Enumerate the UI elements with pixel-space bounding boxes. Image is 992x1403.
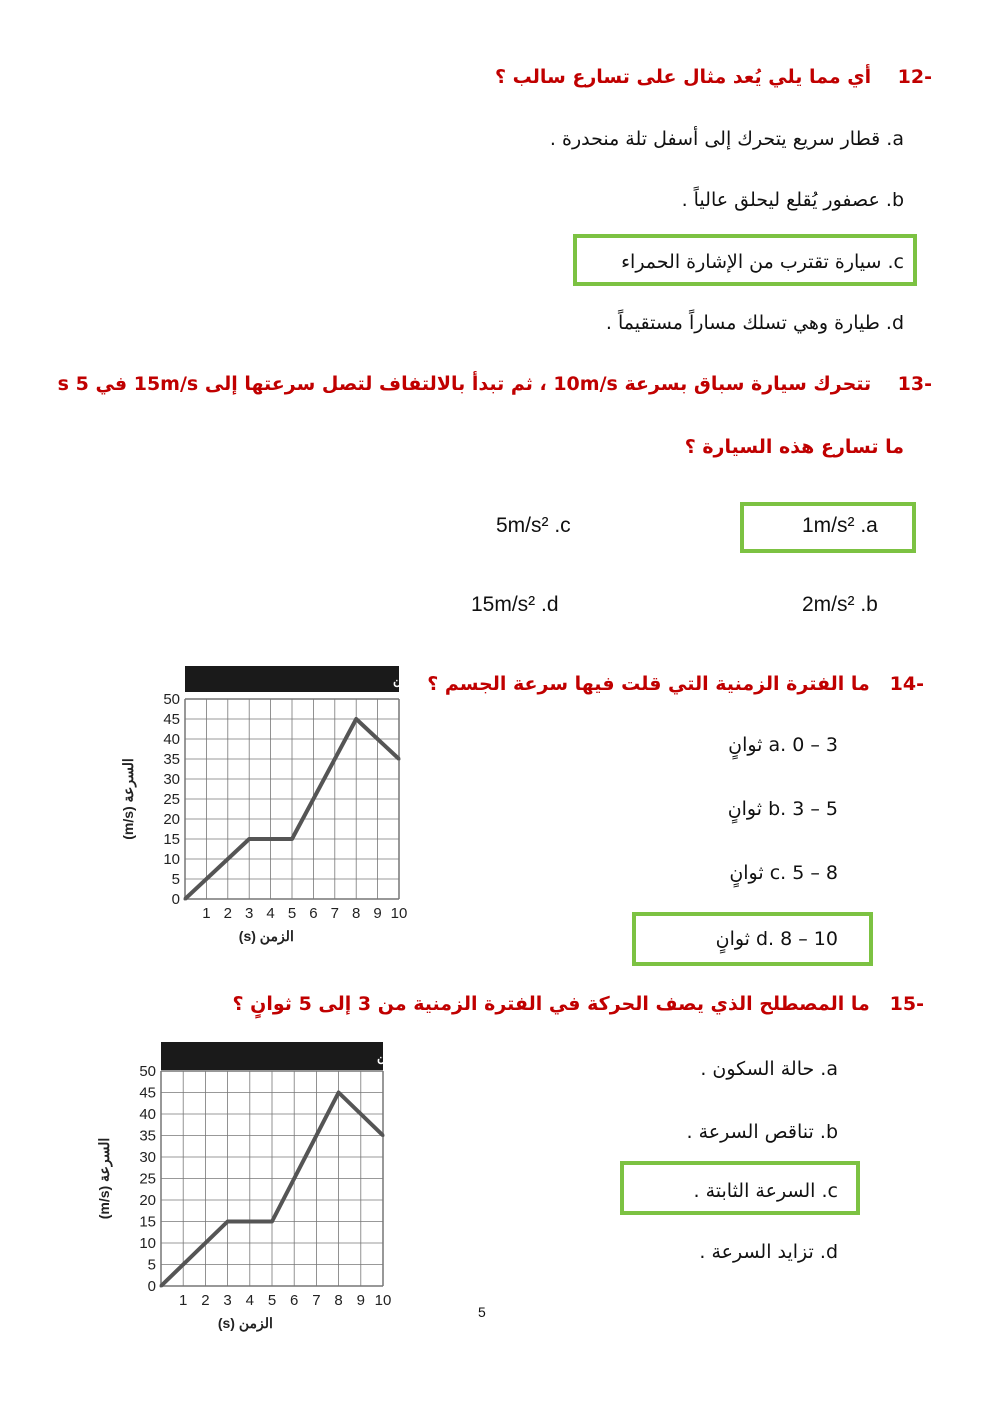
x-tick-label: 4 <box>266 905 275 922</box>
q14-option-c[interactable] <box>729 862 838 884</box>
q13-number: -13 <box>897 373 932 395</box>
q14-title <box>427 673 924 695</box>
data-point <box>271 1220 274 1223</box>
q12-option-a[interactable] <box>550 128 904 150</box>
option-text: تناقص السرعة . <box>686 1121 814 1143</box>
data-point <box>184 898 187 901</box>
y-tick-label: 10 <box>139 1235 156 1252</box>
chart-title: الزمن <box>377 1050 405 1064</box>
option-letter: c. <box>769 862 787 884</box>
y-tick-label: 30 <box>139 1149 156 1166</box>
x-tick-label: 1 <box>202 905 211 922</box>
chart-2 <box>95 1036 405 1336</box>
option-letter: b. <box>885 189 904 211</box>
q14-option-d[interactable] <box>716 928 838 950</box>
option-text: طيارة وهي تسلك مساراً مستقيماً . <box>605 312 880 334</box>
chart-1-svg <box>110 664 420 954</box>
q15-option-c[interactable] <box>694 1180 839 1202</box>
option-text: 0 – 3 ثوانٍ <box>728 734 838 756</box>
option-text: سيارة تقترب من الإشارة الحمراء <box>621 251 882 273</box>
option-letter: a. <box>820 1058 838 1080</box>
x-tick-label: 4 <box>245 1292 254 1309</box>
option-letter: c. <box>821 1180 838 1202</box>
q15-option-d[interactable] <box>699 1241 838 1263</box>
data-point <box>355 718 358 721</box>
x-tick-label: 2 <box>201 1292 210 1309</box>
q15-number: -15 <box>889 993 924 1015</box>
q12-title <box>495 66 932 88</box>
q15-text: ما المصطلح الذي يصف الحركة في الفترة الزمنية من 3 إلى 5 ثوانٍ ؟ <box>232 993 870 1015</box>
q12-text: أي مما يلي يُعد مثال على تسارع سالب ؟ <box>495 66 872 88</box>
y-tick-label: 10 <box>163 851 180 868</box>
q15-title <box>233 993 924 1015</box>
y-tick-label: 50 <box>163 691 180 708</box>
y-tick-label: 35 <box>139 1127 156 1145</box>
data-point <box>291 838 294 841</box>
option-text: السرعة الثابتة . <box>693 1180 816 1202</box>
x-tick-label: 6 <box>309 905 318 922</box>
y-tick-label: 15 <box>139 1213 156 1231</box>
y-tick-label: 50 <box>139 1063 156 1080</box>
y-tick-label: 0 <box>147 1278 156 1295</box>
x-tick-label: 3 <box>223 1292 232 1309</box>
option-letter: d. <box>885 312 904 334</box>
y-tick-label: 45 <box>163 711 180 728</box>
x-tick-label: 9 <box>356 1292 365 1309</box>
q12-number: -12 <box>897 66 932 88</box>
q14-option-a[interactable] <box>728 734 838 756</box>
data-point <box>382 1134 385 1137</box>
y-tick-label: 25 <box>139 1170 156 1188</box>
data-point <box>337 1091 340 1094</box>
q12-option-c[interactable] <box>621 251 904 273</box>
option-text: قطار سريع يتحرك إلى أسفل تلة منحدرة . <box>549 128 881 150</box>
y-tick-label: 0 <box>171 891 180 908</box>
y-tick-label: 15 <box>163 831 180 848</box>
option-letter: a. <box>768 734 787 756</box>
option-text: 5 – 8 ثوانٍ <box>729 862 838 884</box>
page-number: 5 <box>478 1304 486 1320</box>
option-letter: d. <box>755 928 775 950</box>
x-axis-label: الزمن (s) <box>238 928 294 944</box>
x-tick-label: 8 <box>334 1292 343 1309</box>
q12-option-d[interactable] <box>606 312 904 334</box>
q13-option-d[interactable]: 15m/s² .d <box>471 593 559 616</box>
q13-option-a[interactable]: 1m/s² .a <box>802 514 878 537</box>
x-tick-label: 2 <box>223 905 232 922</box>
q15-option-b[interactable] <box>687 1121 838 1143</box>
option-text: 8 – 10 ثوانٍ <box>715 928 838 950</box>
q12-option-b[interactable] <box>682 189 904 211</box>
data-point <box>160 1285 163 1288</box>
chart-title-bar <box>185 666 399 692</box>
q14-number: -14 <box>889 673 924 695</box>
q13-option-b[interactable]: 2m/s² .b <box>802 593 878 616</box>
data-point <box>248 838 251 841</box>
x-tick-label: 10 <box>374 1292 392 1309</box>
x-tick-label: 5 <box>287 905 297 922</box>
x-tick-label: 7 <box>312 1292 321 1309</box>
x-tick-label: 8 <box>352 905 361 922</box>
y-tick-label: 5 <box>147 1256 156 1274</box>
x-axis-label: الزمن (s) <box>217 1315 273 1331</box>
y-tick-label: 20 <box>139 1192 156 1209</box>
x-tick-label: 3 <box>245 905 254 922</box>
y-tick-label: 45 <box>139 1084 156 1102</box>
q13-line1: تتحرك سيارة سباق بسرعة 10m/s ، ثم تبدأ بالالتفاف لتصل سرعتها إلى 15m/s في 5 s <box>57 373 872 395</box>
y-axis-label: السرعة (m/s) <box>96 1137 112 1220</box>
y-tick-label: 5 <box>171 871 180 888</box>
chart-2-svg <box>95 1036 405 1336</box>
option-text: تزايد السرعة . <box>699 1241 814 1263</box>
x-tick-label: 1 <box>179 1292 188 1309</box>
chart-title-bar <box>161 1042 383 1070</box>
y-axis-label: السرعة (m/s) <box>120 758 136 840</box>
option-letter: d. <box>819 1241 838 1263</box>
option-letter: b. <box>768 798 787 820</box>
option-letter: a. <box>886 128 904 150</box>
q14-text: ما الفترة الزمنية التي قلت فيها سرعة الجسم ؟ <box>427 673 870 695</box>
option-letter: c. <box>887 251 904 273</box>
chart-title: لزمن <box>393 673 419 687</box>
data-point <box>226 1220 229 1223</box>
y-tick-label: 25 <box>163 791 180 808</box>
y-tick-label: 40 <box>163 731 180 748</box>
y-tick-label: 40 <box>139 1106 156 1123</box>
q13-line2: ما تسارع هذه السيارة ؟ <box>684 436 904 458</box>
y-tick-label: 30 <box>163 771 180 788</box>
q13-option-c[interactable]: 5m/s² .c <box>496 514 571 537</box>
option-text: 3 – 5 ثوانٍ <box>727 798 838 820</box>
chart-1 <box>110 664 420 954</box>
option-letter: b. <box>819 1121 838 1143</box>
option-text: حالة السكون . <box>700 1058 815 1080</box>
x-tick-label: 7 <box>330 905 339 922</box>
option-text: عصفور يُقلع ليحلق عالياً . <box>681 189 880 211</box>
y-tick-label: 35 <box>163 751 180 768</box>
q13-title <box>58 373 932 395</box>
x-tick-label: 10 <box>390 905 408 922</box>
x-tick-label: 6 <box>290 1292 299 1309</box>
data-point <box>398 758 401 761</box>
x-tick-label: 9 <box>373 905 382 922</box>
x-tick-label: 5 <box>267 1292 277 1309</box>
q14-option-b[interactable] <box>728 798 838 820</box>
y-tick-label: 20 <box>163 811 180 828</box>
q15-option-a[interactable] <box>700 1058 838 1080</box>
